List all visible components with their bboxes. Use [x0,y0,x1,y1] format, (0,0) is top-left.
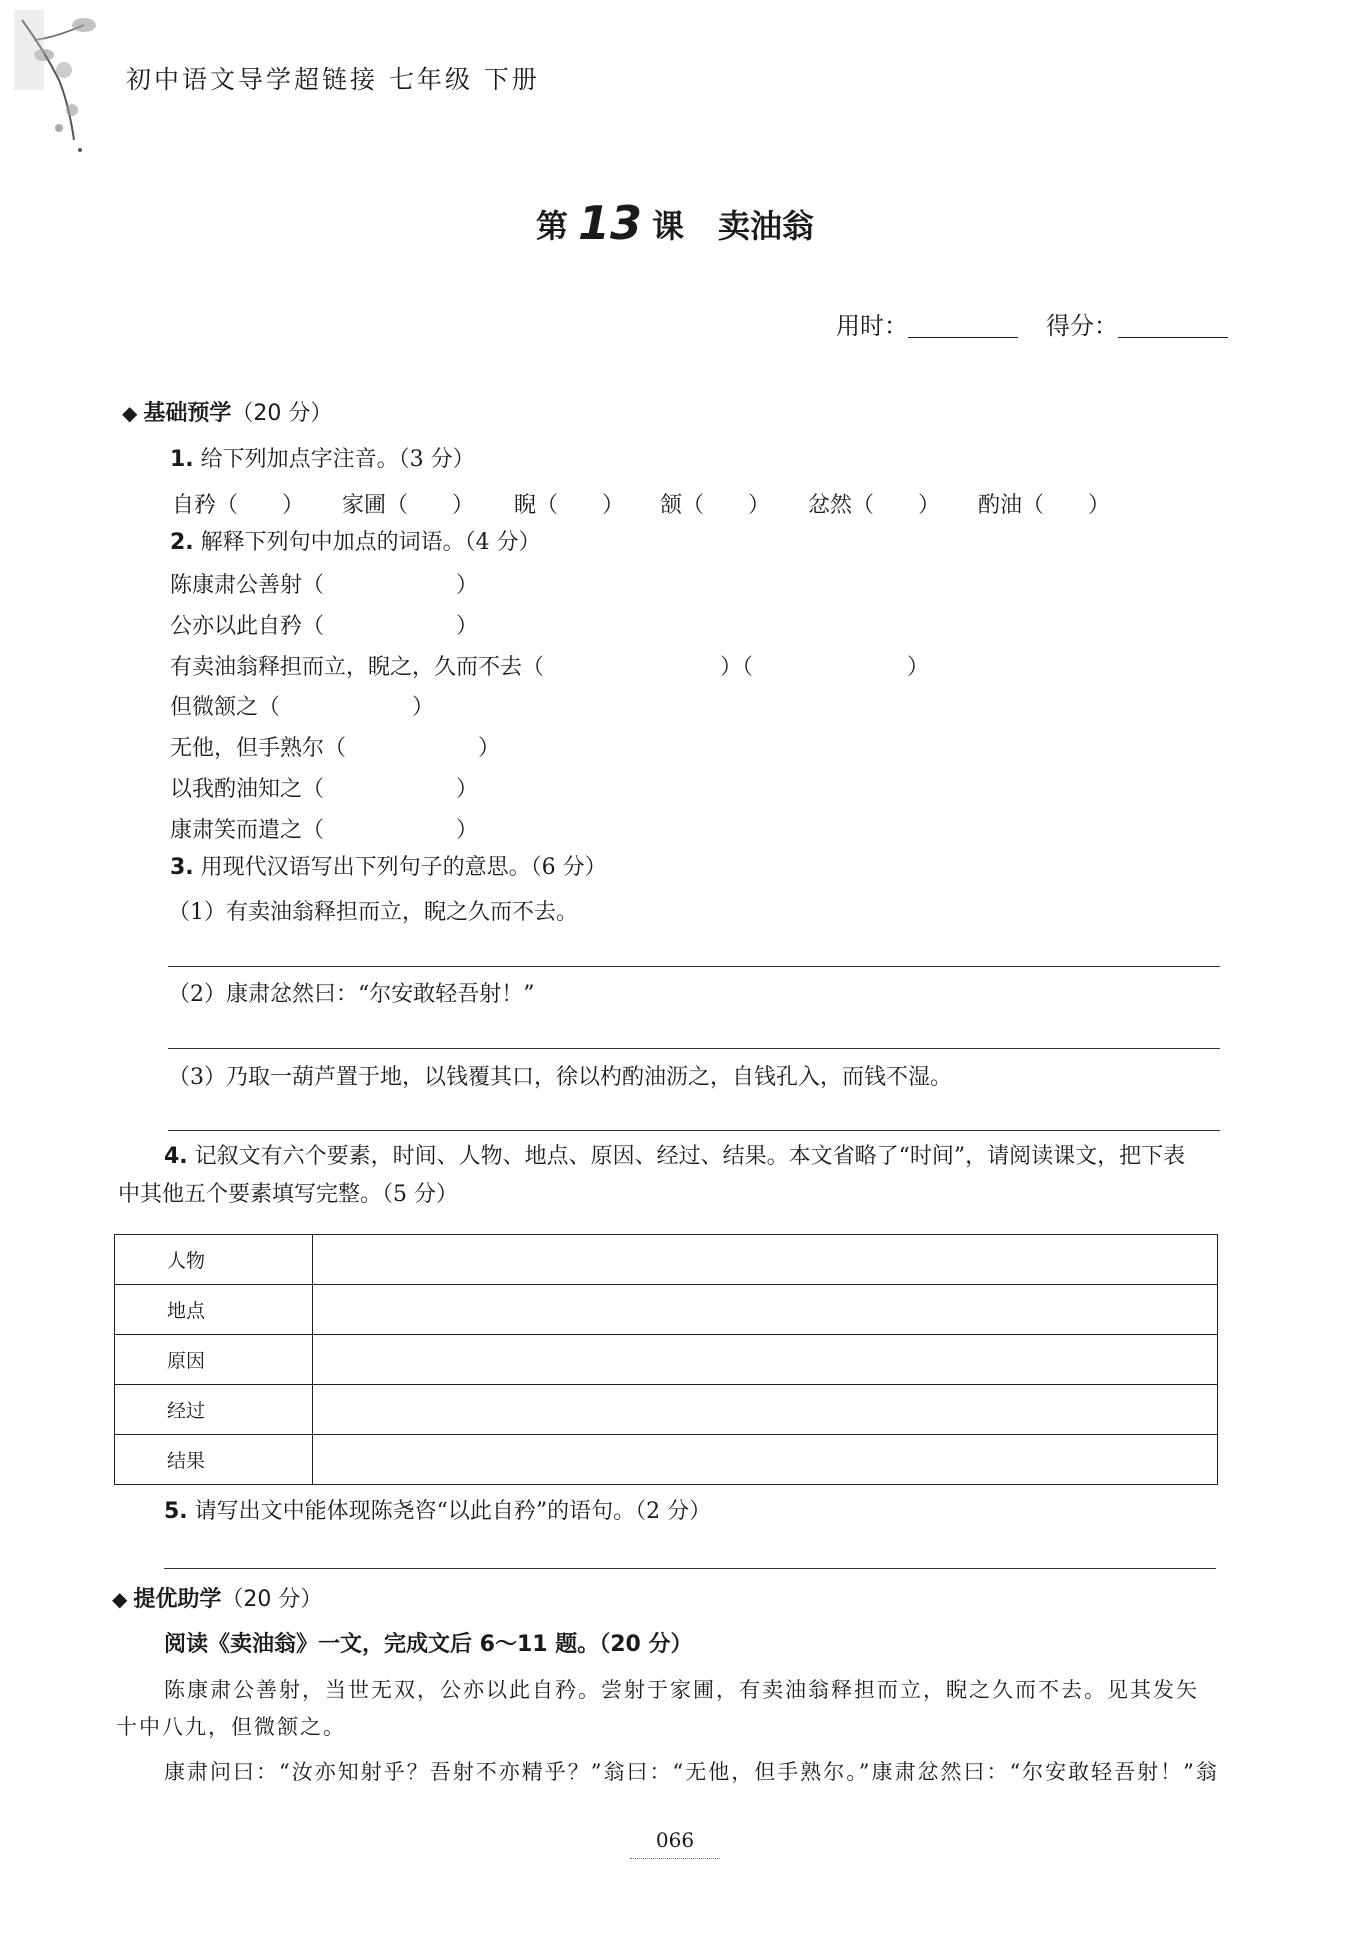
section-advanced-help [112,1582,322,1613]
question-text: 用现代汉语写出下列句子的意思。（6 分） [200,855,607,880]
q2-item: 以我酌油知之（ ） [170,777,479,802]
table-row [115,1435,1218,1485]
q3-item: （1）有卖油翁释担而立，睨之久而不去。 [168,900,578,925]
page-number [0,1828,1350,1859]
q2-item: 公亦以此自矜（ ） [170,614,479,639]
narrative-elements-table [114,1234,1218,1485]
section-title: 基础预学 [143,401,232,426]
question-2 [170,528,541,558]
section-basic-preview [122,396,332,427]
time-label: 用时： [836,312,908,340]
question-number: 2. [170,530,194,555]
row-label: 经过 [115,1385,313,1435]
section-points: （20 分） [221,1587,323,1612]
branch-illustration [14,10,114,160]
page-number-underline [630,1858,720,1859]
question-text: 请写出文中能体现陈尧咨“以此自矜”的语句。（2 分） [194,1499,712,1524]
answer-line[interactable] [168,966,1220,967]
page-number-text: 066 [655,1828,695,1852]
question-number: 1. [170,447,194,472]
answer-cell[interactable] [313,1435,1218,1485]
lesson-prefix: 第 [535,207,568,245]
row-label: 结果 [115,1435,313,1485]
time-blank[interactable] [908,315,1018,338]
q2-item: 有卖油翁释担而立，睨之，久而不去（ ）（ ） [170,655,930,680]
diamond-icon: ◆ [122,401,138,425]
book-title: 初中语文导学超链接 七年级 下册 [126,65,540,94]
reading-instruction: 阅读《卖油翁》一文，完成文后 6～11 题。（20 分） [164,1632,693,1657]
q1-item: 家圃（ ） [342,493,475,518]
answer-line[interactable] [164,1568,1216,1569]
answer-cell[interactable] [313,1235,1218,1285]
section-title: 提优助学 [133,1587,222,1612]
score-label: 得分： [1046,312,1118,340]
lesson-suffix: 课 [652,207,685,245]
lesson-number: 13 [577,196,642,250]
table-row [115,1385,1218,1435]
lesson-name: 卖油翁 [718,207,815,245]
question-5 [164,1497,711,1527]
table-row [115,1335,1218,1385]
answer-cell[interactable] [313,1385,1218,1435]
q1-item: 自矜（ ） [172,493,305,518]
score-blank[interactable] [1118,315,1228,338]
q1-item: 忿然（ ） [808,493,941,518]
row-label: 原因 [115,1335,313,1385]
passage-line: 康肃问曰：“汝亦知射乎？吾射不亦精乎？”翁曰：“无他，但手熟尔。”康肃忿然曰：“尔安敢轻吾射！”翁 [164,1760,1219,1784]
question-number: 3. [170,855,194,880]
q2-item: 无他，但手熟尔（ ） [170,736,501,761]
answer-cell[interactable] [313,1285,1218,1335]
question-3 [170,853,607,883]
question-text: 记叙文有六个要素，时间、人物、地点、原因、经过、结果。本文省略了“时间”，请阅读课文，把下表 [194,1144,1186,1169]
question-4-continued: 中其他五个要素填写完整。（5 分） [118,1182,458,1207]
passage-line: 陈康肃公善射，当世无双，公亦以此自矜。尝射于家圃，有卖油翁释担而立，睨之久而不去。见其发矢 [164,1678,1199,1702]
lesson-title [0,194,1350,248]
question-4 [164,1142,1185,1172]
time-score-box [836,306,1228,341]
table-row [115,1235,1218,1285]
answer-line[interactable] [168,1130,1220,1131]
question-number: 4. [164,1144,188,1169]
question-text: 给下列加点字注音。（3 分） [200,447,475,472]
q1-item: 颔（ ） [660,493,771,518]
section-points: （20 分） [231,401,333,426]
row-label: 人物 [115,1235,313,1285]
table-row [115,1285,1218,1335]
answer-cell[interactable] [313,1335,1218,1385]
q1-item: 睨（ ） [514,493,625,518]
diamond-icon: ◆ [112,1587,128,1611]
question-number: 5. [164,1499,188,1524]
q3-item: （3）乃取一葫芦置于地，以钱覆其口，徐以杓酌油沥之，自钱孔入，而钱不湿。 [168,1065,952,1090]
q2-item: 康肃笑而遣之（ ） [170,818,479,843]
q2-item: 但微颔之（ ） [170,695,435,720]
question-1 [170,445,475,475]
q1-item: 酌油（ ） [978,493,1111,518]
answer-line[interactable] [168,1048,1220,1049]
question-text: 解释下列句中加点的词语。（4 分） [200,530,541,555]
q3-item: （2）康肃忿然曰：“尔安敢轻吾射！” [168,982,535,1007]
q2-item: 陈康肃公善射（ ） [170,573,479,598]
passage-line: 十中八九，但微颔之。 [116,1715,346,1739]
row-label: 地点 [115,1285,313,1335]
